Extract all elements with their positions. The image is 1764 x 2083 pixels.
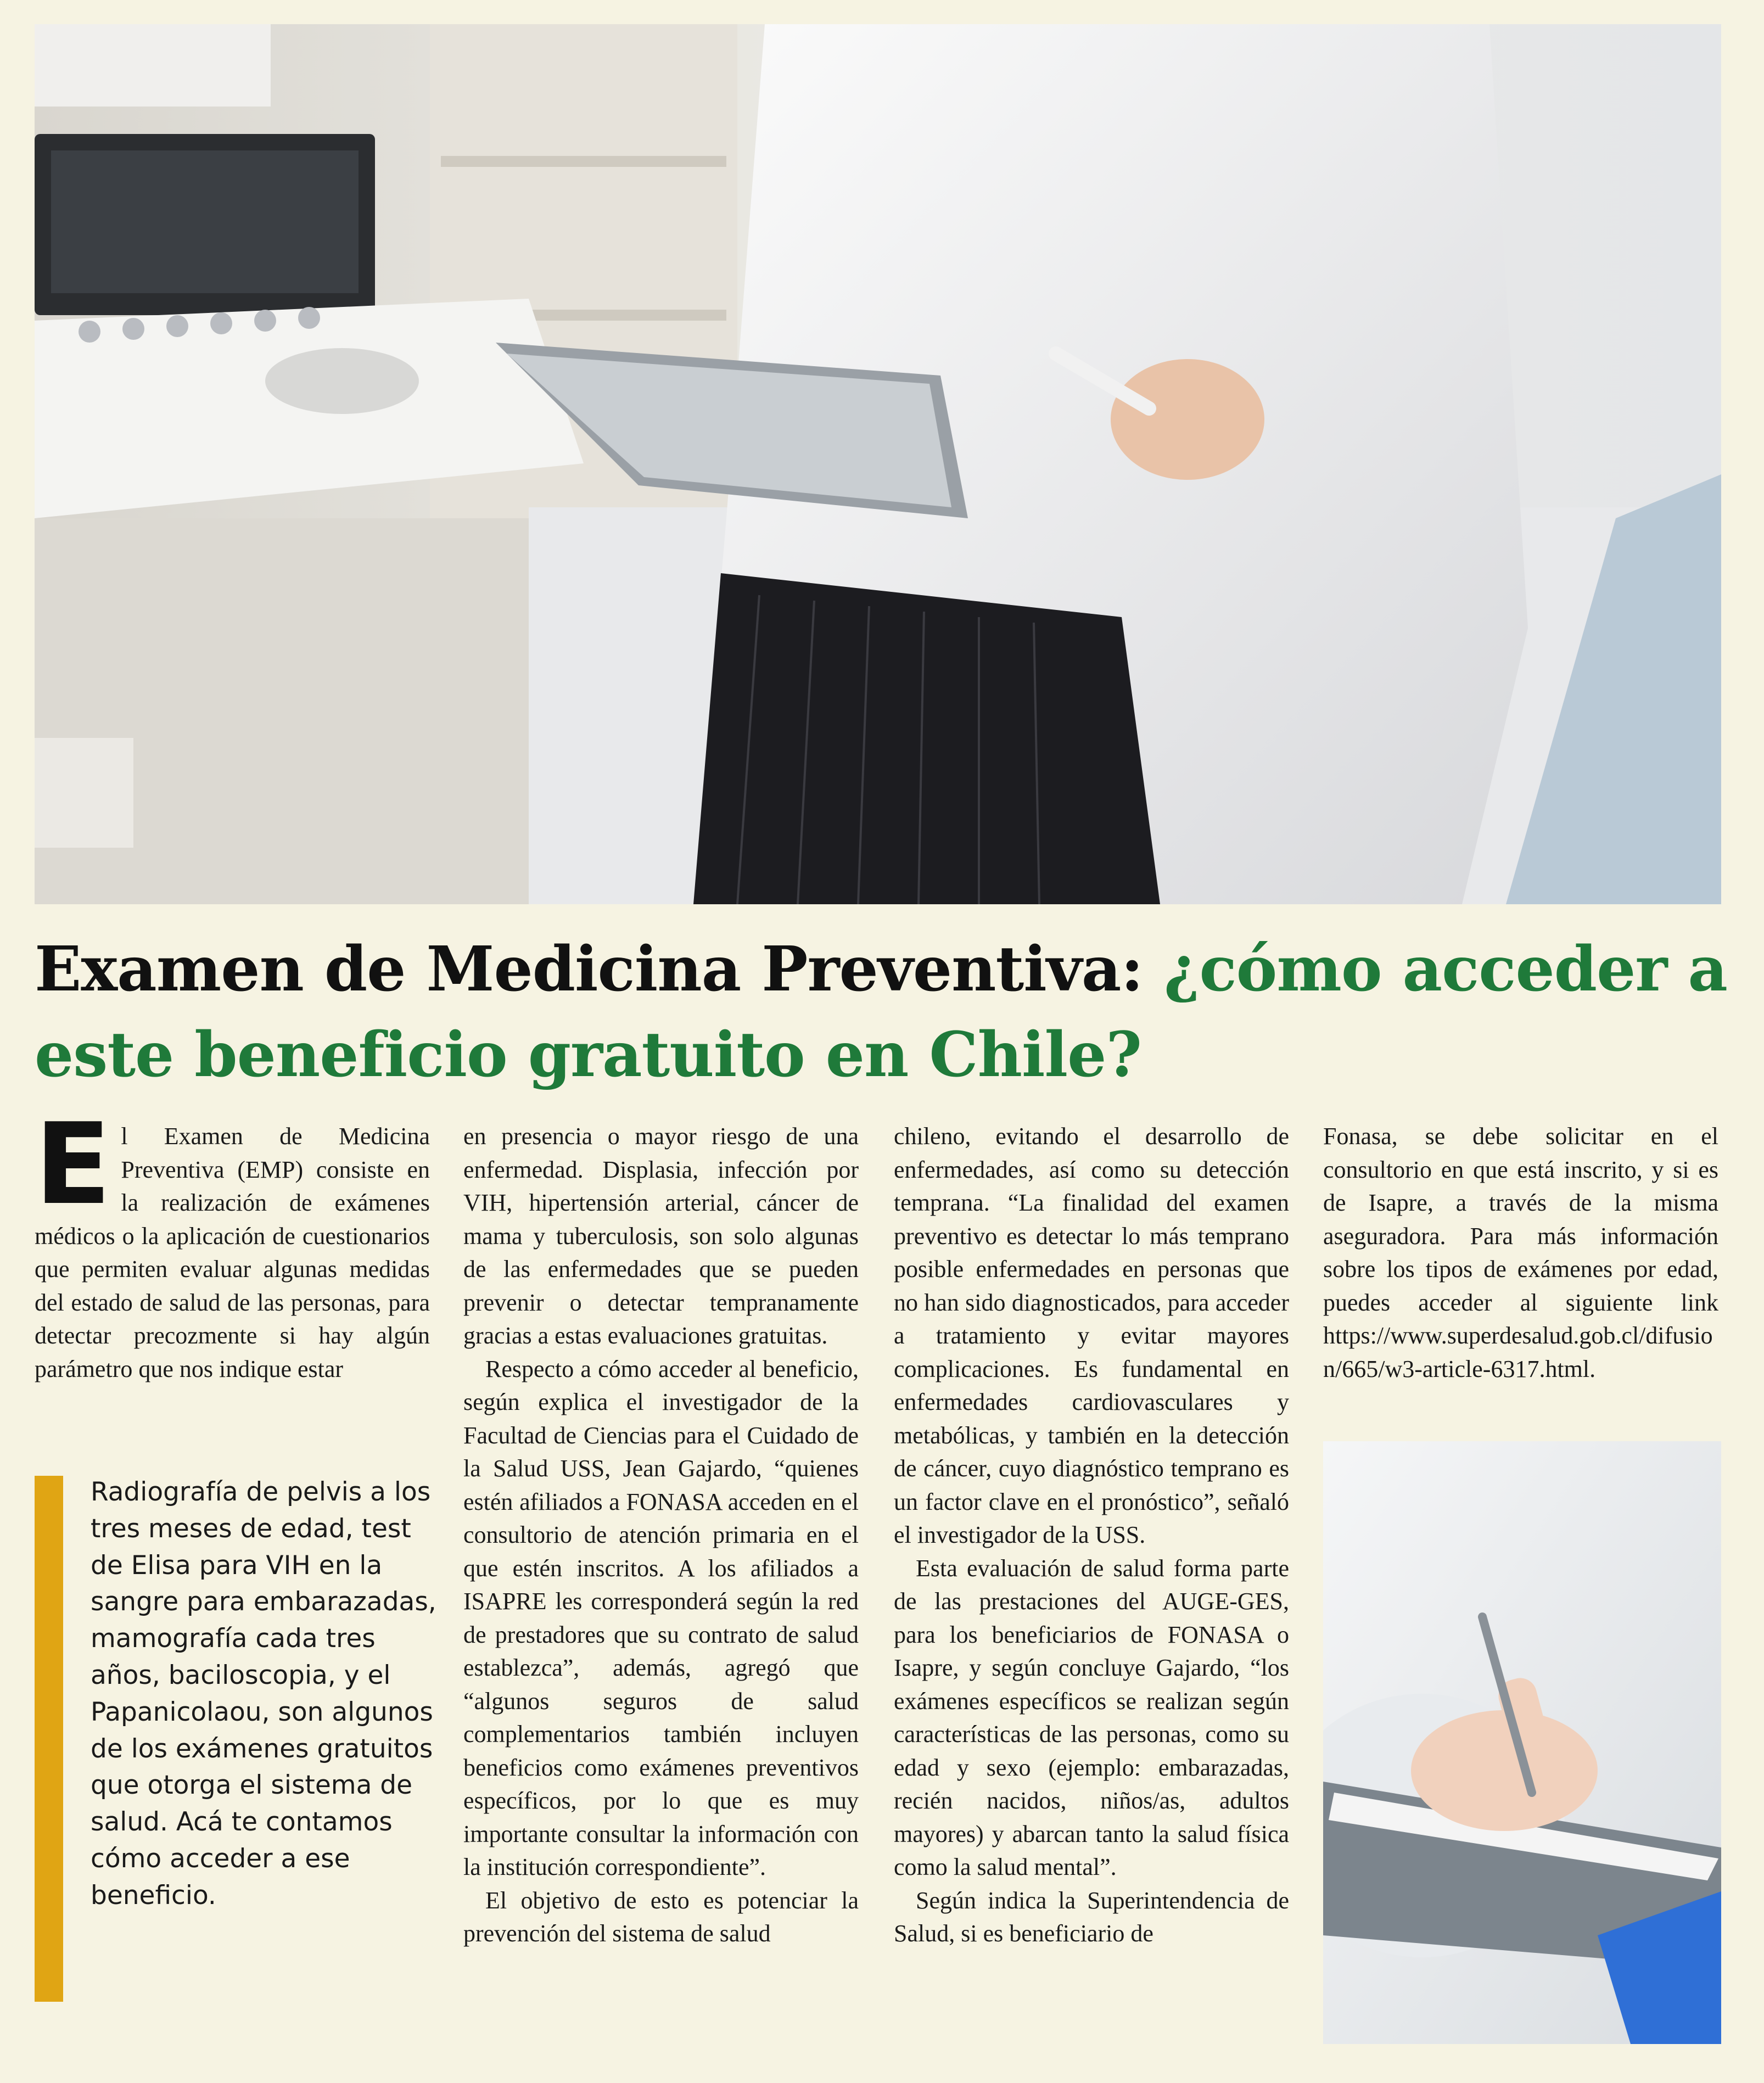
body-paragraph: chileno, evitando el desarrollo de enfermedades, así como su detección temprana. “La finalidad del examen preventivo es detectar lo más temprano posible enfermedades en personas que no han sido diagnosticados, para acceder a tratamiento y evitar mayores complicaciones. Es fundamental en enfermedades cardiovasculares y metabólicas, y también en la detección de cáncer, cuyo diagnóstico temprano es un factor clave en el pronóstico”, señaló el investigador de la USS. — [894, 1123, 1289, 1548]
body-paragraph: Esta evaluación de salud forma parte de las prestaciones del AUGE-GES, para los beneficiarios de FONASA o Isapre, y según concluye Gajardo, “los exámenes específicos se realizan según características de las personas, como su edad y sexo (ejemplo: embarazadas, recién nacidos, niños/as, adultos mayores) y abarcan tanto la salud física como la salud mental”. — [894, 1554, 1289, 1880]
article-column-1 — [35, 1100, 430, 1386]
body-paragraph: en presencia o mayor riesgo de una enfermedad. Displasia, infección por VIH, hipertensión arterial, cáncer de mama y tuberculosis, son solo algunas de las enfermedades que se pueden prevenir o detectar tempranamente gracias a estas evaluaciones gratuitas. — [463, 1123, 859, 1349]
article-column-2 — [463, 1120, 859, 1951]
article-column-4 — [1323, 1120, 1718, 1386]
hero-photo — [35, 24, 1721, 904]
headline-green-part: ¿cómo acceder a este beneficio gratuito en Chile? — [35, 933, 1727, 1091]
article-column-3 — [894, 1120, 1289, 1951]
pull-quote-bar — [35, 1476, 63, 2002]
pull-quote: Radiografía de pelvis a los tres meses de edad, test de Elisa para VIH en la sangre para embarazadas, mamografía cada tres años, baciloscopia, y el Papanicolaou, son algunos de los exámenes gratuitos que otorga el sistema de salud. Acá te contamos cómo acceder a ese beneficio. — [91, 1477, 436, 1911]
article-headline — [35, 927, 1731, 1098]
headline-dark-part: Examen de Medicina Preventiva: — [35, 933, 1143, 1005]
lead-paragraph — [35, 1100, 430, 1386]
body-paragraph: El objetivo de esto es potenciar la prevención del sistema de salud — [463, 1886, 859, 1947]
secondary-photo — [1323, 1441, 1721, 2044]
body-paragraph: Respecto a cómo acceder al beneficio, según explica el investigador de la Facultad de Ciencias para el Cuidado de la Salud USS, Jean Gajardo, “quienes estén afiliados a FONASA acceden en el consultorio de atención primaria en el que estén inscritos. A los afiliados a ISAPRE les corresponderá según la red de prestadores que su contrato de salud establezca”, además, agregó que “algunos seguros de salud complementarios también incluyen beneficios como exámenes preventivos específicos, por lo que es muy importante consultar la información con la institución correspondiente”. — [463, 1355, 859, 1880]
drop-cap: E — [35, 1100, 111, 1230]
lead-text: l Examen de Medicina Preventiva (EMP) consiste en la realización de exámenes médicos o la aplicación de cuestionarios que permiten evaluar algunas medidas del estado de salud de las personas, para detectar precozmente si hay algún parámetro que nos indique estar — [35, 1123, 430, 1382]
body-paragraph: Según indica la Superintendencia de Salud, si es beneficiario de — [894, 1886, 1289, 1947]
body-paragraph: Fonasa, se debe solicitar en el consultorio en que está inscrito, y si es de Isapre, a través de la misma aseguradora. Para más información sobre los tipos de exámenes por edad, puedes acceder al siguiente link https://www.superdesalud.gob.cl/difusion/665/w3-article-6317.html. — [1323, 1123, 1718, 1382]
